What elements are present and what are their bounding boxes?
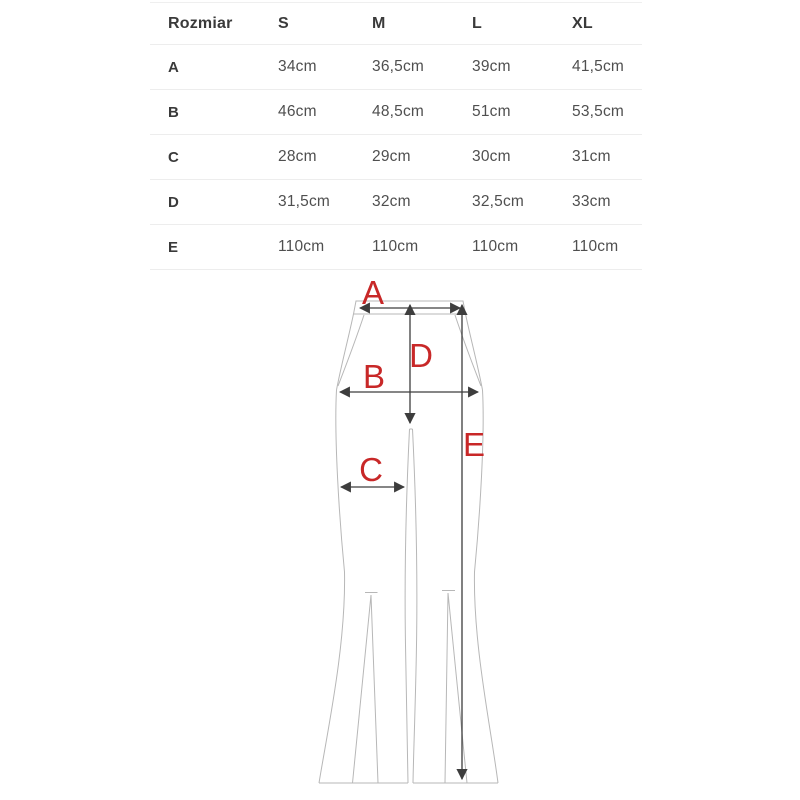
table-cell: 29cm xyxy=(372,148,411,165)
table-cell: 110cm xyxy=(372,238,419,255)
left-leg-inner-seam xyxy=(405,429,409,783)
row-label: C xyxy=(168,148,179,166)
table-cell: 32,5cm xyxy=(472,193,525,210)
label-b: B xyxy=(362,358,386,395)
right-leg-slit xyxy=(442,591,467,784)
measurement-arrows xyxy=(340,305,478,779)
table-cell: 30cm xyxy=(472,148,511,165)
table-cell: 32cm xyxy=(372,193,411,210)
table-cell: 110cm xyxy=(572,238,619,255)
column-header-xl: XL xyxy=(572,14,593,32)
table-cell: 46cm xyxy=(278,103,317,120)
table-cell: 48,5cm xyxy=(372,103,425,120)
table-cell: 41,5cm xyxy=(572,58,625,75)
label-e: E xyxy=(462,426,486,463)
table-cell: 31,5cm xyxy=(278,193,331,210)
label-c: C xyxy=(359,451,383,488)
table-cell: 34cm xyxy=(278,58,317,75)
measurement-labels xyxy=(359,274,485,488)
row-label: D xyxy=(168,193,179,211)
left-leg-slit xyxy=(353,593,379,784)
label-d: D xyxy=(409,337,433,374)
label-a: A xyxy=(361,274,385,311)
table-cell: 33cm xyxy=(572,193,611,210)
column-header-s: S xyxy=(278,14,289,32)
row-label: B xyxy=(168,103,179,121)
table-cell: 36,5cm xyxy=(372,58,425,75)
column-header-rozmiar: Rozmiar xyxy=(168,14,233,32)
table-cell: 31cm xyxy=(572,148,611,165)
table-cell: 51cm xyxy=(472,103,511,120)
table-cell: 39cm xyxy=(472,58,511,75)
table-cell: 53,5cm xyxy=(572,103,625,120)
left-leg-outer-seam xyxy=(319,390,345,783)
right-leg-inner-seam xyxy=(413,429,417,783)
table-cell: 28cm xyxy=(278,148,317,165)
row-label: A xyxy=(168,58,179,76)
table-cell: 110cm xyxy=(278,238,325,255)
row-label: E xyxy=(168,238,179,256)
column-header-l: L xyxy=(472,14,482,32)
column-header-m: M xyxy=(372,14,386,32)
table-cell: 110cm xyxy=(472,238,519,255)
